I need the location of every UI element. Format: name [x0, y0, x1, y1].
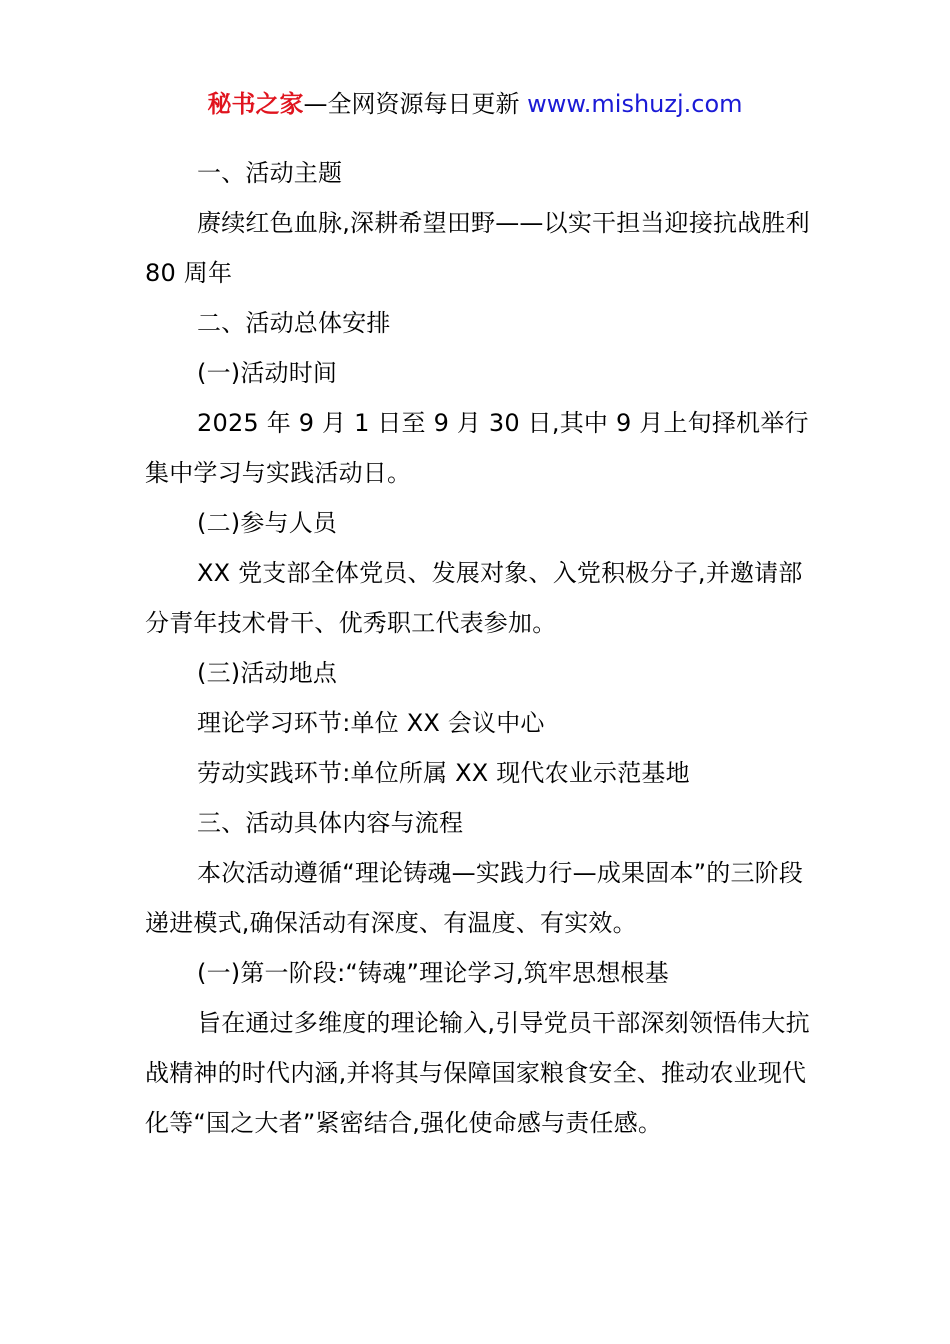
stage-one-text: 旨在通过多维度的理论输入,引导党员干部深刻领悟伟大抗战精神的时代内涵,并将其与保障国家粮食安全、推动农业现代化等“国之大者”紧密结合,强化使命感与责任感。	[145, 1009, 810, 1137]
theme-text: 赓续红色血脉,深耕希望田野——以实干担当迎接抗战胜利 80 周年	[145, 209, 810, 287]
section-heading-theme: 一、活动主题	[197, 159, 343, 187]
brand-name: 秘书之家	[207, 90, 304, 118]
subheading-time: (一)活动时间	[197, 359, 338, 387]
time-text: 2025 年 9 月 1 日至 9 月 30 日,其中 9 月上旬择机举行集中学习与实践活动日。	[145, 409, 809, 487]
site-header	[0, 86, 950, 122]
section-heading-content: 三、活动具体内容与流程	[197, 809, 464, 837]
subheading-stage-one: (一)第一阶段:“铸魂”理论学习,筑牢思想根基	[197, 959, 669, 987]
subheading-location: (三)活动地点	[197, 659, 338, 687]
participants-text: XX 党支部全体党员、发展对象、入党积极分子,并邀请部分青年技术骨干、优秀职工代表参加。	[145, 559, 803, 637]
subheading-participants: (二)参与人员	[197, 509, 338, 537]
header-tagline: —全网资源每日更新	[303, 90, 528, 118]
site-url-link[interactable]: www.mishuzj.com	[527, 90, 743, 118]
document-body	[145, 148, 810, 1148]
content-intro-text: 本次活动遵循“理论铸魂—实践力行—成果固本”的三阶段递进模式,确保活动有深度、有温度、有实效。	[145, 859, 804, 937]
section-heading-arrangement: 二、活动总体安排	[197, 309, 391, 337]
location-practice: 劳动实践环节:单位所属 XX 现代农业示范基地	[197, 759, 690, 787]
location-theory: 理论学习环节:单位 XX 会议中心	[197, 709, 545, 737]
